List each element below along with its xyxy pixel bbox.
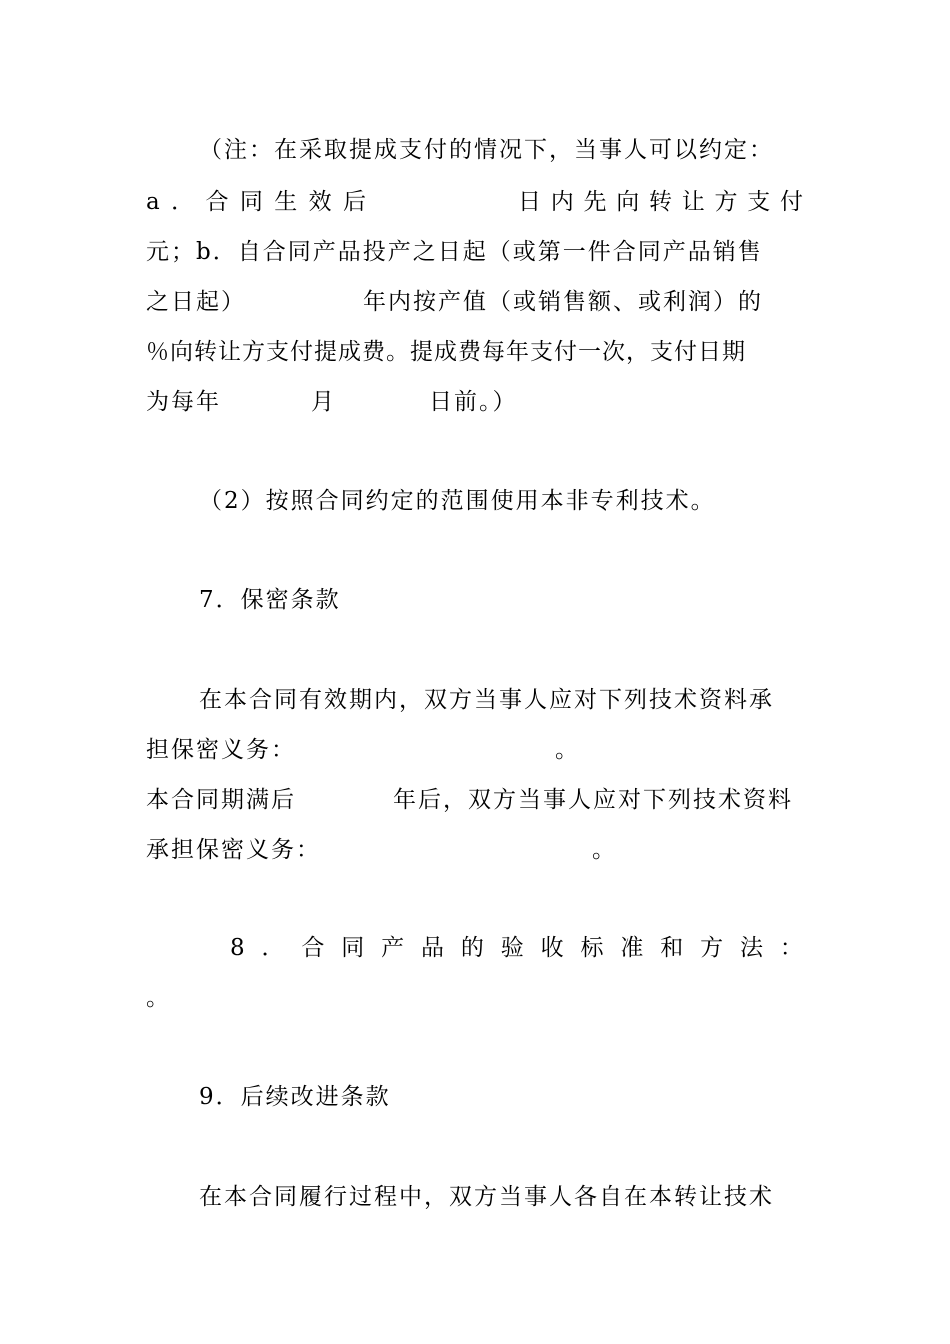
note-line-2-right-char-7: 支 xyxy=(747,189,771,215)
section-8-line-2: 。 xyxy=(146,985,171,1011)
section-7-line-3-b: 年后，双方当事人应对下列技术资料 xyxy=(393,787,793,813)
section-8-heading-char-12: 方 xyxy=(700,935,724,961)
section-8-heading-char-9: 标 xyxy=(580,935,604,961)
section-8-heading-char-0: 8 xyxy=(230,935,245,961)
note-line-2-right-char-1: 内 xyxy=(550,189,574,215)
section-8-heading-char-2: 合 xyxy=(301,935,325,961)
section-9-heading: 9．后续改进条款 xyxy=(199,1084,391,1110)
section-7-line-2-b: 。 xyxy=(555,737,580,763)
section-8-heading-char-14: ： xyxy=(779,935,803,961)
section-7-line-3-a: 本合同期满后 xyxy=(146,787,296,813)
note-line-2-left-char-4: 生 xyxy=(274,189,298,215)
note-line-1: （注：在采取提成支付的情况下，当事人可以约定： xyxy=(199,137,774,163)
section-9-line-1: 在本合同履行过程中，双方当事人各自在本转让技术 xyxy=(199,1184,774,1210)
section-7-line-4-b: 。 xyxy=(592,837,617,863)
note-line-2-right-char-8: 付 xyxy=(780,189,803,215)
note-line-3: 元；b．自合同产品投产之日起（或第一件合同产品销售 xyxy=(146,239,763,265)
note-line-6-b: 月 xyxy=(311,389,336,415)
note-line-2-left-char-2: 合 xyxy=(205,189,229,215)
note-line-2-left-char-5: 效 xyxy=(308,189,332,215)
note-line-2-left-char-0: a xyxy=(146,189,160,215)
section-8-heading-char-5: 品 xyxy=(421,935,445,961)
section-7-line-1: 在本合同有效期内，双方当事人应对下列技术资料承 xyxy=(199,687,774,713)
note-line-4-right: 年内按产值（或销售额、或利润）的 xyxy=(363,289,763,315)
section-8-heading-char-4: 产 xyxy=(381,935,405,961)
note-line-6-c: 日前。） xyxy=(429,389,518,415)
note-line-2-right-char-4: 转 xyxy=(649,189,672,215)
section-7-heading: 7．保密条款 xyxy=(199,587,341,613)
section-8-heading xyxy=(230,928,803,968)
section-8-heading-char-7: 验 xyxy=(500,935,524,961)
note-line-2-left xyxy=(146,182,366,222)
note-line-2-right-char-3: 向 xyxy=(616,189,640,215)
note-line-2-right-char-6: 方 xyxy=(714,189,738,215)
section-7-line-4-a: 承担保密义务： xyxy=(146,837,321,863)
section-8-heading-char-10: 准 xyxy=(620,935,644,961)
section-8-heading-char-3: 同 xyxy=(341,935,365,961)
note-line-2-left-char-1: ． xyxy=(171,189,195,215)
item-2: （2）按照合同约定的范围使用本非专利技术。 xyxy=(199,488,716,514)
note-line-2-left-char-6: 后 xyxy=(342,189,366,215)
note-line-2-right-char-0: 日 xyxy=(518,189,541,215)
section-8-heading-char-13: 法 xyxy=(740,935,764,961)
section-8-heading-char-6: 的 xyxy=(460,935,484,961)
section-8-heading-char-1: ． xyxy=(261,935,285,961)
note-line-2-left-char-3: 同 xyxy=(239,189,263,215)
note-line-2-right xyxy=(518,182,803,222)
note-line-4-left: 之日起） xyxy=(146,289,246,315)
note-line-2-right-char-5: 让 xyxy=(681,189,705,215)
section-7-line-2-a: 担保密义务： xyxy=(146,737,296,763)
note-line-6-a: 为每年 xyxy=(146,389,221,415)
note-line-5: ％向转让方支付提成费。提成费每年支付一次，支付日期 xyxy=(146,339,746,365)
section-8-heading-char-8: 收 xyxy=(540,935,564,961)
section-8-heading-char-11: 和 xyxy=(660,935,684,961)
note-line-2-right-char-2: 先 xyxy=(583,189,607,215)
